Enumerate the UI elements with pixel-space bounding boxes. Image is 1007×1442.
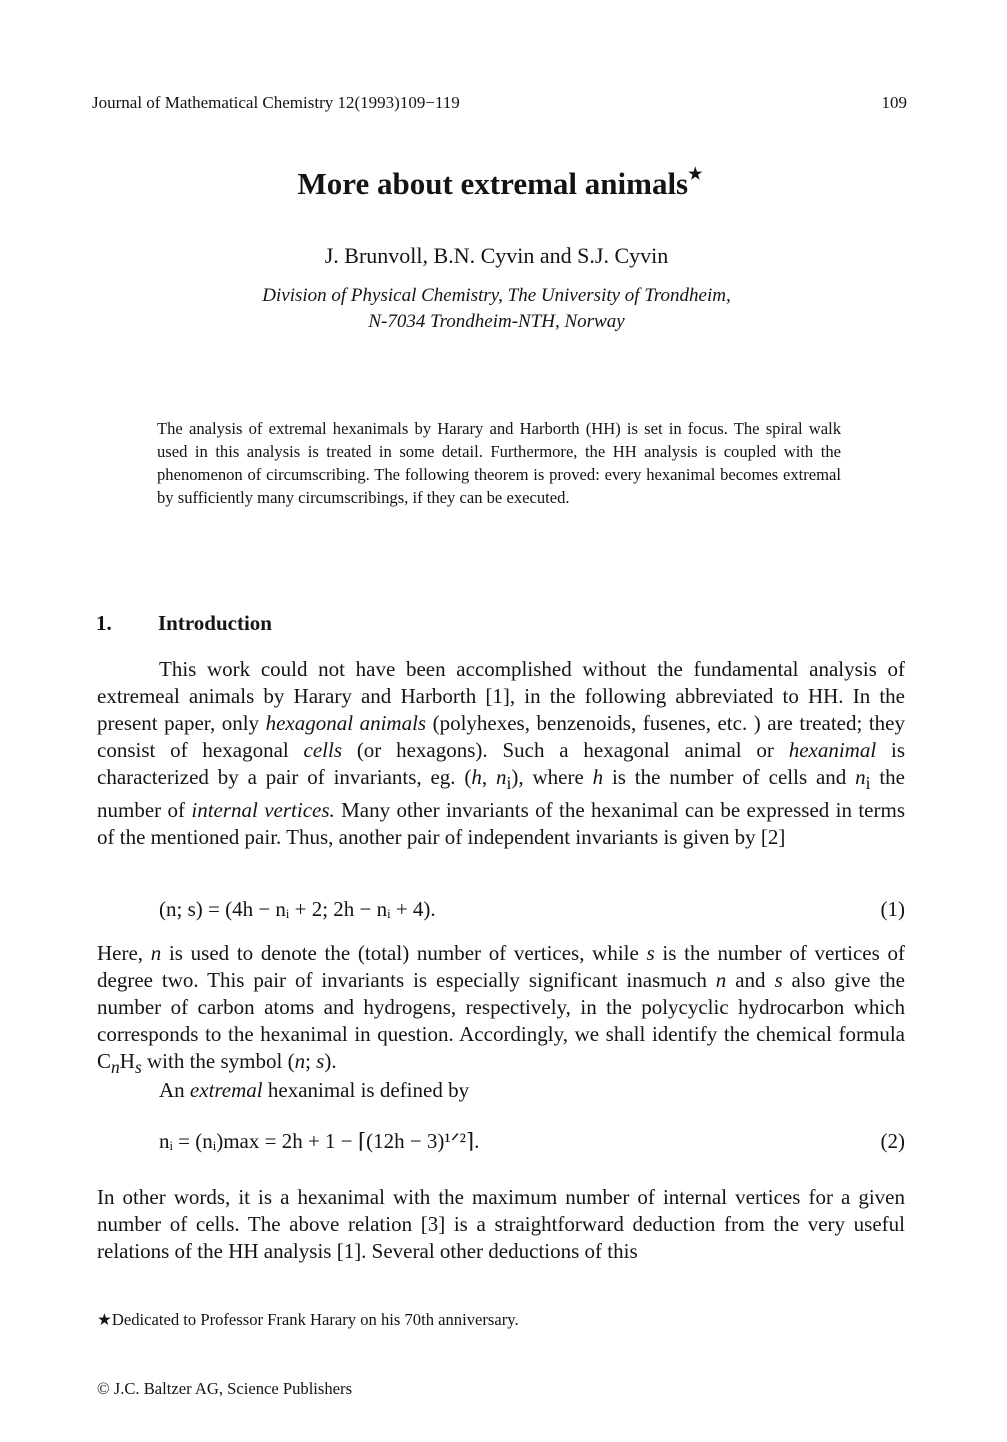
- section-number: 1.: [96, 611, 112, 635]
- equation-2-number: (2): [880, 1129, 905, 1153]
- footnote: ★Dedicated to Professor Frank Harary on his 70th anniversary.: [97, 1310, 519, 1329]
- section-heading: [96, 611, 272, 636]
- abstract: [157, 417, 841, 509]
- equation-2-body: nᵢ = (nᵢ)max = 2h + 1 − ⌈(12h − 3)¹ᐟ²⌉.: [159, 1129, 480, 1153]
- equation-2: [97, 1129, 905, 1154]
- section-title: Introduction: [158, 611, 272, 635]
- journal-citation: Journal of Mathematical Chemistry 12(1993)109−119: [92, 93, 460, 112]
- paragraph-1: This work could not have been accomplished without the fundamental analysis of extremeal animals by Harary and Harborth [1], in the following abbreviated to HH. In the present paper, only hexagonal animals (polyhexes, benzenoids, fusenes, etc. ) are treated; they consist of hexagonal cells (or hexagons). Such a hexagonal animal or hexanimal is characterized by a pair of invariants, eg. (h, $n_i$), where h is the number of cells and $n_i$ the number of internal vertices. Many other invariants of the hexanimal can be expressed in terms of the mentioned pair. Thus, another pair of independent invariants is given by [2]: [97, 657, 906, 850]
- title-footnote-mark: ★: [688, 165, 703, 183]
- authors: J. Brunvoll, B.N. Cyvin and S.J. Cyvin: [324, 243, 669, 268]
- paragraph-3: An extremal hexanimal is defined by: [159, 1078, 470, 1102]
- abstract-text: The analysis of extremal hexanimals by Harary and Harborth (HH) is set in focus. The spiral walk used in this analysis is treated in some detail. Furthermore, the HH analysis is coupled with the phenomenon of circumscribing. The following theorem is proved: every hexanimal becomes extremal by sufficiently many circumscribings, if they can be executed.: [157, 419, 841, 507]
- equation-1: [97, 897, 905, 922]
- paper-title: More about extremal animals★: [297, 165, 703, 201]
- affiliation-line-1: Division of Physical Chemistry, The University of Trondheim,: [262, 285, 731, 306]
- page-number: 109: [881, 93, 907, 112]
- paragraph-4: In other words, it is a hexanimal with the maximum number of internal vertices for a given number of cells. The above relation [3] is a straightforward deduction from the very useful relations of the HH analysis [1]. Several other deductions of this: [97, 1185, 905, 1263]
- equation-1-body: (n; s) = (4h − nᵢ + 2; 2h − nᵢ + 4).: [159, 897, 436, 921]
- equation-1-number: (1): [880, 897, 905, 921]
- paragraph-2: Here, n is used to denote the (total) number of vertices, while s is the number of vertices of degree two. This pair of invariants is especially significant inasmuch n and s also give the number of carbon atoms and hydrogens, respectively, in the polycyclic hydrocarbon which corresponds to the hexanimal in question. Accordingly, we shall identify the chemical formula $C_nH_s$ with the symbol (n; s).: [97, 941, 905, 1078]
- publisher-line: © J.C. Baltzer AG, Science Publishers: [97, 1379, 353, 1398]
- running-head: [92, 93, 907, 113]
- affiliation: [0, 283, 993, 335]
- affiliation-line-2: N-7034 Trondheim-NTH, Norway: [368, 311, 625, 332]
